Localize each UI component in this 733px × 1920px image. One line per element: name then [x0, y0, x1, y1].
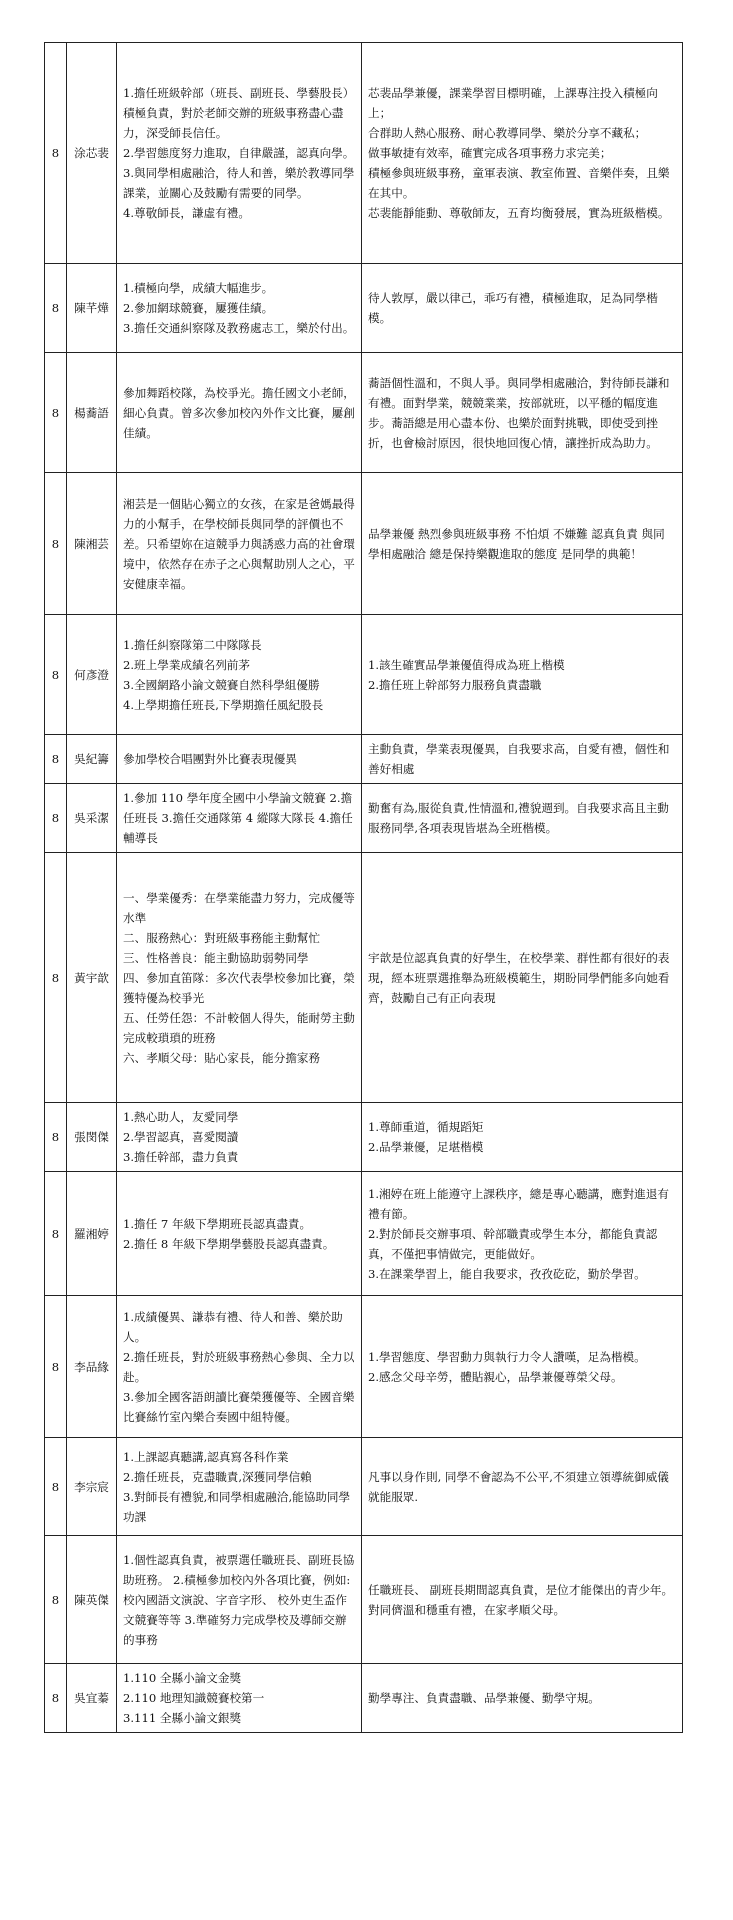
deed-line: 二、服務熱心：對班級事務能主動幫忙 [123, 930, 321, 945]
table-row [45, 735, 683, 784]
table-row [45, 853, 683, 1103]
deed-line: 2.擔任班長，對於班級事務熱心參與、全力以赴。 [123, 1349, 355, 1384]
student-name-cell: 楊蕎語 [67, 353, 117, 473]
deed-line: 一、學業優秀：在學業能盡力努力，完成優等水準 [123, 890, 355, 925]
deed-line: 2.參加網球競賽，屢獲佳績。 [123, 301, 274, 315]
comment-line: 2.品學兼優，足堪楷模 [368, 1140, 484, 1154]
student-name-cell: 李宗宸 [67, 1438, 117, 1536]
deed-line: 1.擔任 7 年級下學期班長認真盡責。 [123, 1216, 312, 1231]
table-row [45, 473, 683, 615]
deed-line: 3.參加全國客語朗讀比賽榮獲優等、全國音樂比賽絲竹室內樂合奏國中組特優。 [123, 1389, 355, 1424]
deed-line: 4.尊敬師長，謙虛有禮。 [123, 206, 250, 220]
student-name-cell: 吳采潔 [67, 784, 117, 853]
comment-line: 做事敏捷有效率，確實完成各項事務力求完美； [368, 146, 612, 160]
comment-line: 2.感念父母辛勞，體貼親心，品學兼優尊榮父母。 [368, 1369, 623, 1384]
comment-line: 芯裴品學兼優，課業學習目標明確，上課專注投入積極向上； [368, 86, 658, 120]
deed-line: 3.對師長有禮貌,和同學相處融洽,能協助同學功課 [123, 1489, 351, 1524]
deed-line: 2.班上學業成績名列前茅 [123, 657, 250, 672]
comment-cell [362, 853, 683, 1103]
comment-line: 待人敦厚，嚴以律己，乖巧有禮，積極進取，足為同學楷模。 [368, 291, 658, 325]
deed-line: 2.擔任班長，克盡職責,深獲同學信賴 [123, 1469, 312, 1484]
table-row [45, 264, 683, 353]
comment-cell [362, 784, 683, 853]
comment-cell [362, 264, 683, 353]
deed-line: 1.擔任糾察隊第二中隊隊長 [123, 637, 262, 652]
deed-line: 1.積極向學，成績大幅進步。 [123, 281, 274, 295]
student-name-cell: 吳紀籌 [67, 735, 117, 784]
table-row [45, 1536, 683, 1664]
deeds-cell [117, 1103, 362, 1172]
grade-cell: 8 [45, 735, 67, 784]
comment-cell [362, 615, 683, 735]
deeds-cell [117, 353, 362, 473]
student-name-cell: 李品緣 [67, 1296, 117, 1438]
deed-line: 3.全國網路小論文競賽自然科學組優勝 [123, 677, 320, 692]
table-row [45, 1664, 683, 1733]
comment-cell [362, 1536, 683, 1664]
deeds-cell [117, 853, 362, 1103]
comment-line: 積極參與班級事務，童軍表演、教室佈置、音樂伴奏，且樂在其中。 [368, 166, 670, 200]
deed-line: 四、參加直笛隊：多次代表學校參加比賽，榮獲特優為校爭光 [123, 970, 355, 1005]
grade-cell: 8 [45, 1438, 67, 1536]
deeds-cell [117, 1172, 362, 1296]
table-row [45, 1438, 683, 1536]
grade-cell: 8 [45, 43, 67, 264]
deeds-cell [117, 615, 362, 735]
comment-line: 1.尊師重道，循規蹈矩 [368, 1120, 484, 1134]
comment-cell [362, 43, 683, 264]
grade-cell: 8 [45, 473, 67, 615]
student-name-cell: 涂芯裴 [67, 43, 117, 264]
deed-line: 1.成績優異、謙恭有禮、待人和善、樂於助人。 [123, 1309, 343, 1344]
table-row [45, 784, 683, 853]
deed-line: 1.110 全縣小論文金獎 [123, 1671, 242, 1685]
grade-cell: 8 [45, 264, 67, 353]
deed-line: 五、任勞任怨：不計較個人得失，能耐勞主動完成較瑣瑣的班務 [123, 1010, 355, 1045]
comment-line: 1.學習態度、學習動力與執行力令人讚嘆，足為楷模。 [368, 1349, 646, 1364]
deeds-cell [117, 1296, 362, 1438]
table-row [45, 43, 683, 264]
deed-line: 3.擔任交通糾察隊及教務處志工，樂於付出。 [123, 321, 355, 335]
deeds-cell [117, 1536, 362, 1664]
deed-line: 1.擔任班級幹部（班長、副班長、學藝股長）積極負責，對於老師交辦的班級事務盡心盡力，深受師長信任。 [123, 86, 355, 140]
student-name-cell: 何彥澄 [67, 615, 117, 735]
comment-line: 品學兼優 熱烈參與班級事務 不怕煩 不嫌難 認真負責 與同學相處融洽 總是保持樂觀進取的態度 是同學的典範！ [368, 526, 665, 561]
student-name-cell: 黃宇歆 [67, 853, 117, 1103]
comment-cell [362, 1172, 683, 1296]
deed-line: 1.參加 110 學年度全國中小學論文競賽 2.擔任班長 3.擔任交通隊第 4 縱隊大隊長 4.擔任輔導長 [123, 791, 353, 845]
comment-line: 宇歆是位認真負責的好學生，在校學業、群性都有很好的表現，經本班票選推舉為班級模範生，期盼同學們能多向她看齊，鼓勵自己有正向表現 [368, 950, 670, 1005]
student-name-cell: 吳宜蓁 [67, 1664, 117, 1733]
comment-line: 芯裴能靜能動、尊敬師友，五育均衡發展，實為班級楷模。 [368, 206, 670, 220]
deed-line: 2.學習態度努力進取，自律嚴謹，認真向學。 [123, 146, 355, 160]
grade-cell: 8 [45, 353, 67, 473]
grade-cell: 8 [45, 1664, 67, 1733]
deed-line: 3.與同學相處融洽，待人和善，樂於教導同學課業，並關心及鼓勵有需要的同學。 [123, 166, 355, 200]
deed-line: 1.個性認真負責，被票選任職班長、副班長協助班務。 2.積極參加校內外各項比賽，例如:校內國語文演說、字音字形、 校外吏生盃作文競賽等等 3.準確努力完成學校及導師交辦的事務 [123, 1552, 355, 1647]
deed-line: 2.學習認真，喜愛閱讀 [123, 1130, 239, 1144]
comment-cell [362, 1664, 683, 1733]
comment-line: 2.擔任班上幹部努力服務負責盡職 [368, 677, 542, 692]
deeds-cell [117, 1664, 362, 1733]
grade-cell: 8 [45, 784, 67, 853]
comment-line: 3.在課業學習上，能自我要求，孜孜矻矻，勤於學習。 [368, 1266, 646, 1281]
deeds-cell [117, 784, 362, 853]
grade-cell: 8 [45, 1103, 67, 1172]
deeds-cell [117, 1438, 362, 1536]
comment-line: 勤學專注、負責盡職、品學兼優、勤學守規。 [368, 1691, 600, 1705]
deed-line: 三、性格善良：能主動協助弱勢同學 [123, 950, 309, 965]
deed-line: 1.上課認真聽講,認真寫各科作業 [123, 1449, 289, 1464]
comment-cell [362, 1438, 683, 1536]
grade-cell: 8 [45, 1296, 67, 1438]
comment-cell [362, 1103, 683, 1172]
comment-line: 凡事以身作則, 同學不會認為不公平,不須建立領導統御威儀就能服眾. [368, 1469, 669, 1504]
deed-line: 六、孝順父母：貼心家長，能分擔家務 [123, 1050, 321, 1065]
deed-line: 2.110 地理知識競賽校第一 [123, 1691, 265, 1705]
comment-cell [362, 1296, 683, 1438]
comment-line: 任職班長、 副班長期間認真負責，是位才能傑出的青少年。對同儕溫和穩重有禮，在家孝順父母。 [368, 1582, 674, 1617]
grade-cell: 8 [45, 615, 67, 735]
comment-line: 合群助人熱心服務、耐心教導同學、樂於分享不藏私； [368, 126, 647, 140]
student-name-cell: 陳湘芸 [67, 473, 117, 615]
deeds-cell [117, 473, 362, 615]
table-row [45, 615, 683, 735]
comment-line: 蕎語個性溫和，不與人爭。與同學相處融洽，對待師長謙和有禮。面對學業，競競業業，按部就班，以平穩的幅度進步。蕎語總是用心盡本份、也樂於面對挑戰，即使受到挫折，也會檢討原因，很快地回復心情，讓挫折成為助力。 [368, 375, 670, 450]
student-table-body [45, 43, 683, 1733]
comment-line: 1.該生確實品學兼優值得成為班上楷模 [368, 657, 565, 672]
comment-cell [362, 473, 683, 615]
table-row [45, 1172, 683, 1296]
deed-line: 參加舞蹈校隊，為校爭光。擔任國文小老師，細心負責。曾多次參加校內外作文比賽，屢創佳績。 [123, 385, 355, 440]
comment-line: 主動負責，學業表現優異，自我要求高，自愛有禮，個性和善好相處 [368, 742, 670, 776]
comment-line: 1.湘婷在班上能遵守上課秩序，總是專心聽講，應對進退有禮有節。 [368, 1186, 669, 1221]
table-row [45, 1296, 683, 1438]
deed-line: 4.上學期擔任班長,下學期擔任風紀股長 [123, 697, 324, 712]
table-row [45, 1103, 683, 1172]
deeds-cell [117, 735, 362, 784]
comment-cell [362, 735, 683, 784]
table-row [45, 353, 683, 473]
deed-line: 1.熱心助人，友愛同學 [123, 1110, 239, 1124]
comment-cell [362, 353, 683, 473]
deed-line: 參加學校合唱團對外比賽表現優異 [123, 752, 297, 766]
student-name-cell: 陳英傑 [67, 1536, 117, 1664]
deeds-cell [117, 264, 362, 353]
deed-line: 2.擔任 8 年級下學期學藝股長認真盡責。 [123, 1236, 335, 1251]
grade-cell: 8 [45, 1536, 67, 1664]
comment-line: 勤奮有為,服從負責,性情溫和,禮貌週到。自我要求高且主動服務同學,各項表現皆堪為全班楷模。 [368, 801, 669, 835]
deeds-cell [117, 43, 362, 264]
deed-line: 3.111 全縣小論文銀獎 [123, 1711, 242, 1725]
grade-cell: 8 [45, 1172, 67, 1296]
grade-cell: 8 [45, 853, 67, 1103]
student-name-cell: 羅湘婷 [67, 1172, 117, 1296]
student-table [44, 42, 683, 1733]
deed-line: 3.擔任幹部，盡力負責 [123, 1150, 239, 1164]
comment-line: 2.對於師長交辦事項、幹部職責或學生本分，都能負責認真，不僅把事情做完，更能做好。 [368, 1226, 658, 1261]
student-name-cell: 陳芊燁 [67, 264, 117, 353]
deed-line: 湘芸是一個貼心獨立的女孩，在家是爸媽最得力的小幫手，在學校師長與同學的評價也不差。只希望妳在這競爭力與誘惑力高的社會環境中，依然存在赤子之心與幫助別人之心，平安健康幸福。 [123, 496, 355, 591]
student-name-cell: 張閔傑 [67, 1103, 117, 1172]
